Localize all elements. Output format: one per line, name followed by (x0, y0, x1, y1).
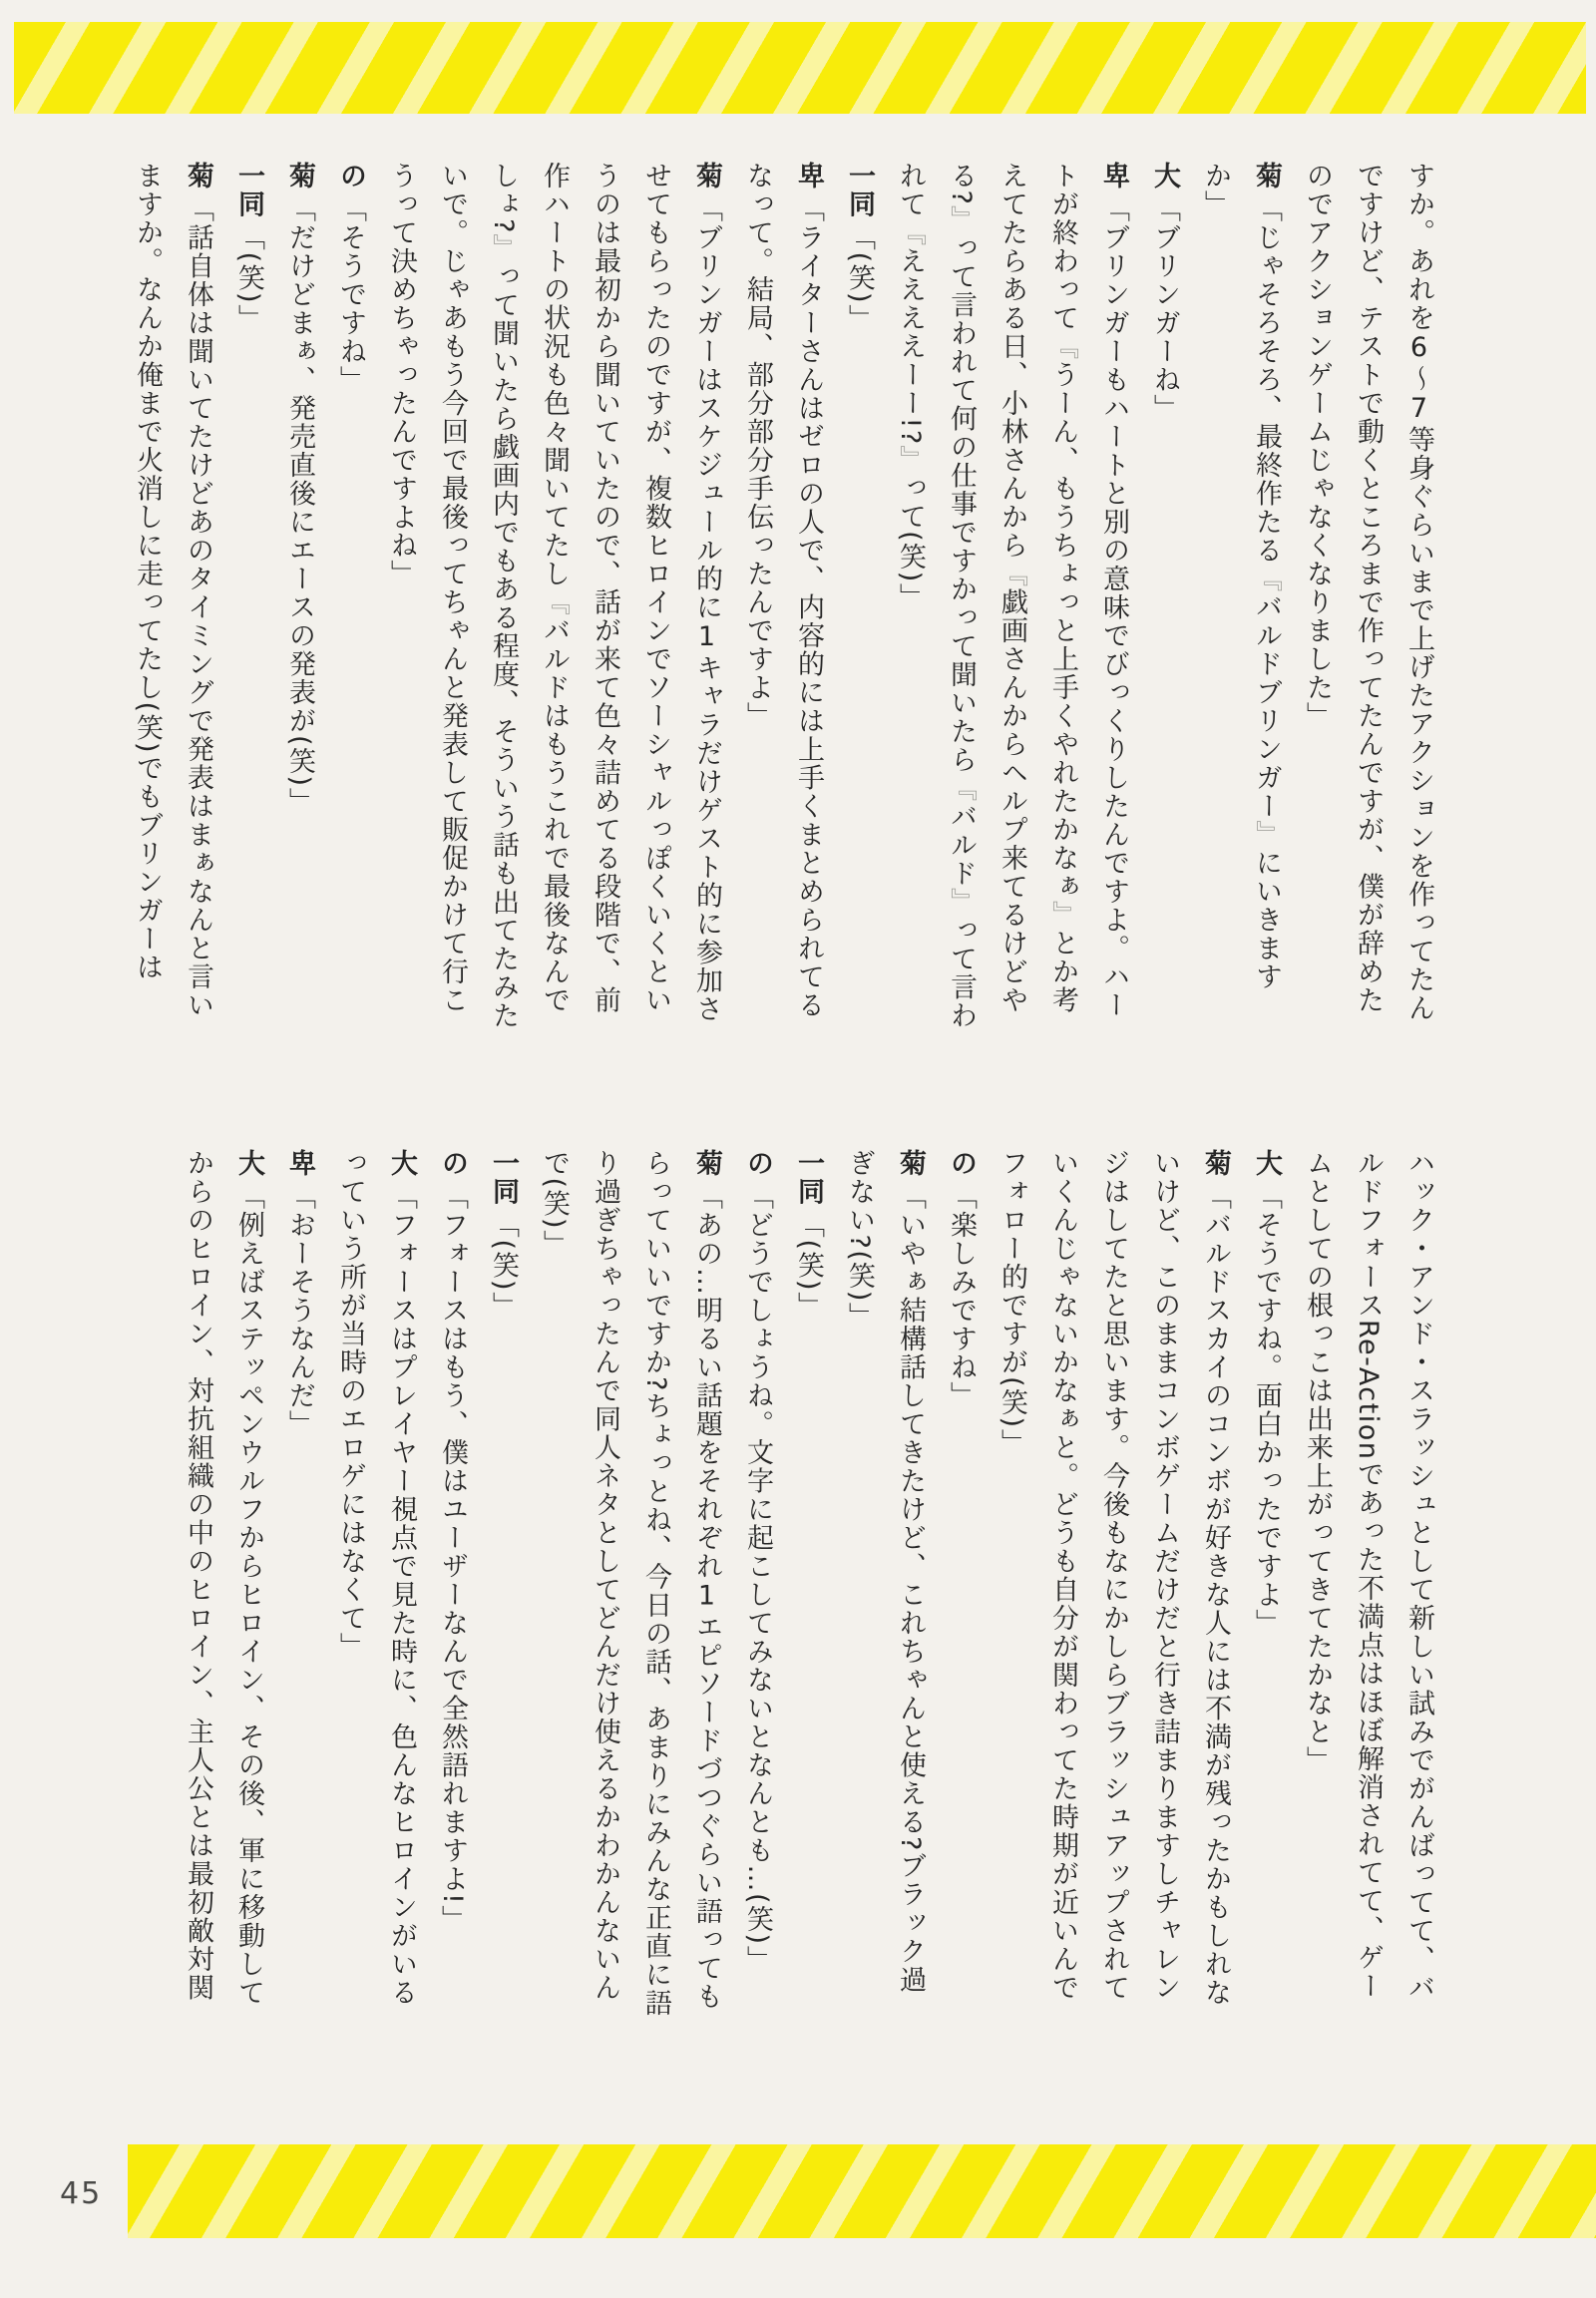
dialogue-text: 「そうですね。面白かったですよ」 (1251, 1182, 1282, 1638)
speaker-label: 一同 (793, 1149, 824, 1206)
dialogue-paragraph (274, 1149, 325, 2019)
speaker-label: の (742, 1149, 773, 1178)
dialogue-text: 「ライターさんはゼロの人で、内容的には上手くまとめられてるなって。結局、部分部分手伝ったんですよ」 (742, 162, 824, 1019)
dialogue-text: 「ブリンガーはスケジュール的に1キャラだけゲスト的に参加させてもらったのですが、複数ヒロインでソーシャルっぽくいくというのは最初から聞いていたので、話が来て色々詰めてる段階で、前作ハートの状況も色々聞いてたし『バルドはもうこれで最後なんでしょ?』って聞いたら戯画内でもある程度、そういう話も出てたみたいで。じゃあもう今回で最後ってちゃんと発表して販促かけて行こうって決めちゃったんですよね」 (386, 162, 722, 1030)
dialogue-paragraph (885, 162, 1139, 1031)
dialogue-paragraph (325, 162, 376, 1031)
dialogue-paragraph (1292, 162, 1444, 1031)
dialogue-paragraph (478, 1149, 529, 2019)
dialogue-paragraph (732, 1149, 783, 2019)
dialogue-text: 「じゃそろそろ、最終作たる『バルドブリンガー』にいきますか」 (1200, 162, 1282, 991)
dialogue-text: 「(笑)」 (844, 223, 875, 333)
dialogue-text: 「ブリンガーね」 (1149, 194, 1180, 423)
dialogue-text: 「あの…明るい話題をそれぞれ1エピソードづつぐらい語ってもらっていいですか?ちょっとね、今日の話、あまりにみんな正直に語り過ぎちゃったんで同人ネタとしてどんだけ使えるかわかんないんで(笑)」 (539, 1149, 722, 2018)
dialogue-text: 「いやぁ結構話してきたけど、これちゃんと使える?ブラック過ぎない?(笑)」 (844, 1149, 926, 1995)
bottom-stripe-decoration (128, 2144, 1596, 2238)
speaker-label: 一同 (844, 162, 875, 218)
dialogue-paragraph (783, 1149, 834, 2019)
dialogue-paragraph (529, 1149, 732, 2019)
dialogue-text: 「(笑)」 (488, 1211, 519, 1321)
dialogue-text: 「そうですね」 (335, 194, 366, 394)
dialogue-paragraph (834, 162, 885, 1031)
speaker-label: 一同 (233, 162, 264, 218)
dialogue-text: 「おーそうなんだ」 (284, 1182, 315, 1438)
dialogue-text: 「フォースはもう、僕はユーザーなんで全然語れますよ!」 (437, 1182, 468, 1934)
speaker-label: の (335, 162, 366, 191)
dialogue-text: 「(笑)」 (233, 223, 264, 333)
dialogue-paragraph (1292, 1149, 1444, 2019)
dialogue-paragraph (936, 1149, 987, 2019)
speaker-label: 卑 (1098, 162, 1129, 191)
speaker-label: 卑 (284, 1149, 315, 1178)
speaker-label: 大 (233, 1149, 264, 1178)
dialogue-text: 「例えばステッペンウルフからヒロイン、その後、軍に移動してからのヒロイン、対抗組織の中のヒロイン、主人公とは最初敵対関 (183, 1149, 264, 2007)
speaker-label: 菊 (183, 162, 213, 191)
dialogue-paragraph (1139, 162, 1190, 1031)
dialogue-paragraph (376, 162, 732, 1031)
dialogue-paragraph (427, 1149, 478, 2019)
dialogue-paragraph (834, 1149, 936, 2019)
dialogue-text: 「だけどまぁ、発売直後にエースの発表が(笑)」 (284, 194, 315, 817)
top-stripe-decoration (14, 22, 1586, 114)
speaker-label: 菊 (691, 1149, 722, 1178)
interview-text-bottom-block (173, 1149, 1444, 2019)
speaker-label: 一同 (488, 1149, 519, 1206)
page-number: 45 (60, 2176, 103, 2211)
dialogue-paragraph (173, 1149, 274, 2019)
dialogue-paragraph (122, 162, 223, 1031)
dialogue-text: 「バルドスカイのコンボが好きな人には不満が残ったかもしれないけど、このままコンボゲームだけだと行き詰まりますしチャレンジはしてたと思います。今後もなにかしらブラッシュアップされていくんじゃないかなぁと。どうも自分が関わってた時期が近いんでフォロー的ですが(笑)」 (997, 1149, 1231, 2007)
interview-text-top-block (122, 162, 1444, 1031)
speaker-label: 菊 (284, 162, 315, 191)
dialogue-text: ハック・アンド・スラッシュとして新しい試みでがんばってて、バルドフォースRe-Actionであった不満点はほぼ解消されてて、ゲームとしての根っこは出来上がってきてたかなと」 (1302, 1149, 1434, 2002)
speaker-label: 大 (386, 1149, 417, 1178)
speaker-label: 大 (1251, 1149, 1282, 1178)
dialogue-paragraph (325, 1149, 427, 2019)
dialogue-text: 「フォースはプレイヤー視点で見た時に、色んなヒロインがいるっていう所が当時のエロゲにはなくて」 (335, 1149, 417, 2007)
speaker-label: 大 (1149, 162, 1180, 191)
speaker-label: 菊 (1251, 162, 1282, 191)
dialogue-paragraph (1190, 162, 1292, 1031)
dialogue-text: 「どうでしょうね。文字に起こしてみないとなんとも…(笑)」 (742, 1182, 773, 1975)
speaker-label: 菊 (895, 1149, 926, 1178)
dialogue-text: 「ブリンガーもハートと別の意味でびっくりしたんですよ。ハートが終わって『うーん、もうちょっと上手くやれたかなぁ』とか考えてたらある日、小林さんから『戯画さんからヘルプ来てるけどやる?』って言われて何の仕事ですかって聞いたら『バルド』って言われて『ええええーー!?』って(笑)」 (895, 162, 1129, 1030)
dialogue-paragraph (1241, 1149, 1292, 2019)
dialogue-text: すか。あれを6〜7等身ぐらいまで上げたアクションを作ってたんですけど、テストで動くところまで作ってたんですが、僕が辞めたのでアクションゲームじゃなくなりました」 (1302, 162, 1434, 1022)
dialogue-text: 「楽しみですね」 (946, 1182, 977, 1410)
speaker-label: 菊 (691, 162, 722, 191)
dialogue-paragraph (732, 162, 834, 1031)
dialogue-paragraph (223, 162, 274, 1031)
speaker-label: 卑 (793, 162, 824, 191)
speaker-label: の (437, 1149, 468, 1178)
speaker-label: 菊 (1200, 1149, 1231, 1178)
dialogue-text: 「話自体は聞いてたけどあのタイミングで発表はまぁなんと言いますか。なんか俺まで火消しに走ってたし(笑)でもブリンガーは (132, 162, 213, 1019)
dialogue-paragraph (274, 162, 325, 1031)
dialogue-paragraph (987, 1149, 1241, 2019)
speaker-label: の (946, 1149, 977, 1178)
dialogue-text: 「(笑)」 (793, 1211, 824, 1321)
